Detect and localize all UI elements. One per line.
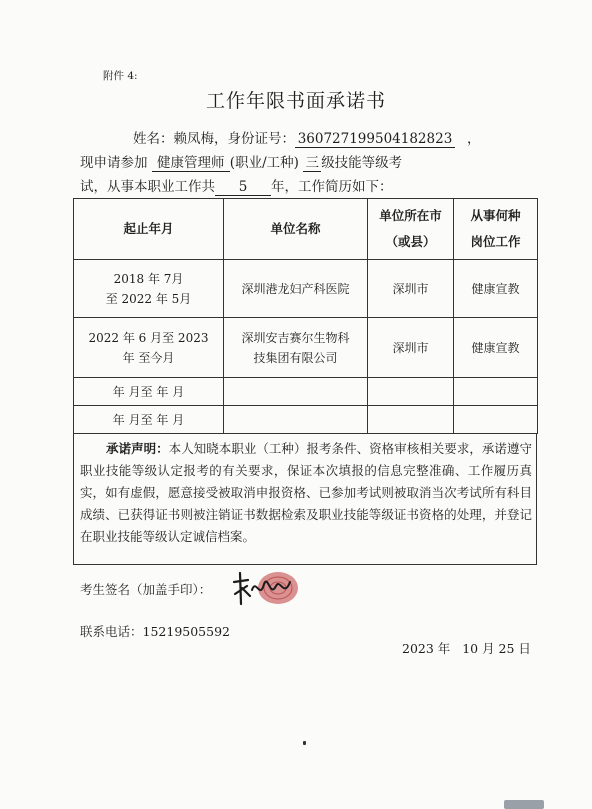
header-city-line-2: （或县） [385,234,436,249]
phone-number: 15219505592 [142,624,230,639]
table-header-row [74,199,538,260]
id-number: 360727199504182823 [295,132,455,148]
occupation-suffix: (职业/工种) [229,155,299,171]
table-row [74,378,538,406]
page-mark [303,741,306,745]
header-post-line-2: 岗位工作 [470,234,521,249]
header-post-line-1: 从事何种 [470,208,521,223]
period-end: 至 2022 年 5月 [105,291,192,306]
row-post [454,406,538,434]
statement-border-right [536,434,537,564]
row-city: 深圳市 [368,260,454,318]
unit-name: 深圳港龙妇产科医院 [241,281,350,296]
row-post: 健康宣教 [454,318,538,378]
level-suffix: 级技能等级考 [321,155,403,171]
apply-prefix: 现申请参加 [80,155,148,171]
row-post: 健康宣教 [454,260,538,318]
row-period [74,260,224,318]
row-unit [224,406,368,434]
attachment-label: 附件 4: [103,70,138,82]
row-unit [224,260,368,318]
signature-label: 考生签名（加盖手印）： [80,582,212,597]
row-unit [224,318,368,378]
signing-date: 2023 年 10 月 25 日 [402,641,531,656]
header-city-line-1: 单位所在市 [379,208,442,223]
statement-label: 承诺声明： [106,441,169,456]
applicant-line-1 [133,127,481,148]
header-city [368,199,454,260]
row-city [368,406,454,434]
statement-border-bottom [73,564,537,565]
occupation-value: 健康管理师 [152,156,230,172]
scanner-watermark [504,800,544,809]
statement-text: 本人知晓本职业（工种）报考条件、资格审核相关要求，承诺遵守职业技能等级认定报考的有关要求，保证本次填报的信息完整准确、工作履历真实，如有虚假，愿意接受被取消申报资格、已参加考试则被取消当次考试所有科目成绩、已获得证书则被注销证书数据检索及职业技能等级证书资格的处理，并登记在职业技能等级认定诚信档案。 [80,441,532,544]
id-label: ，身份证号： [214,131,295,147]
unit-name-line-2: 技集团有限公司 [253,350,338,365]
applicant-line-3 [80,175,393,196]
header-period: 起止年月 [74,199,224,260]
contact-phone [80,622,230,640]
statement-border-left [73,434,74,564]
table-row [74,406,538,434]
applicant-line-2 [80,151,402,172]
exam-prefix: 试，从事本职业工作共 [80,179,215,195]
row-city [368,378,454,406]
row-period: 年 月至 年 月 [74,378,224,406]
row-city: 深圳市 [368,318,454,378]
phone-label: 联系电话： [80,624,143,639]
table-row [74,260,538,318]
period-start: 2018 年 7月 [113,271,184,286]
header-unit: 单位名称 [224,199,368,260]
row-period [74,318,224,378]
signature-with-fingerprint [230,568,305,608]
row-unit [224,378,368,406]
table-row [74,318,538,378]
name-label: 姓名： [133,131,174,147]
row-period: 年 月至 年 月 [74,406,224,434]
row-post [454,378,538,406]
period-end: 年 至今月 [122,350,175,365]
header-post [454,199,538,260]
work-history-table [73,198,538,434]
id-suffix: ， [467,131,481,147]
years-suffix: 年，工作简历如下： [271,179,393,195]
commitment-statement [80,438,532,548]
unit-name: 深圳安吉赛尔生物科 [241,330,350,345]
period-start: 2022 年 6 月至 2023 [88,330,209,345]
years-value: 5 [215,180,271,196]
applicant-name: 赖凤梅 [173,131,214,147]
document-title: 工作年限书面承诺书 [205,90,386,112]
level-value: 三 [303,156,321,172]
